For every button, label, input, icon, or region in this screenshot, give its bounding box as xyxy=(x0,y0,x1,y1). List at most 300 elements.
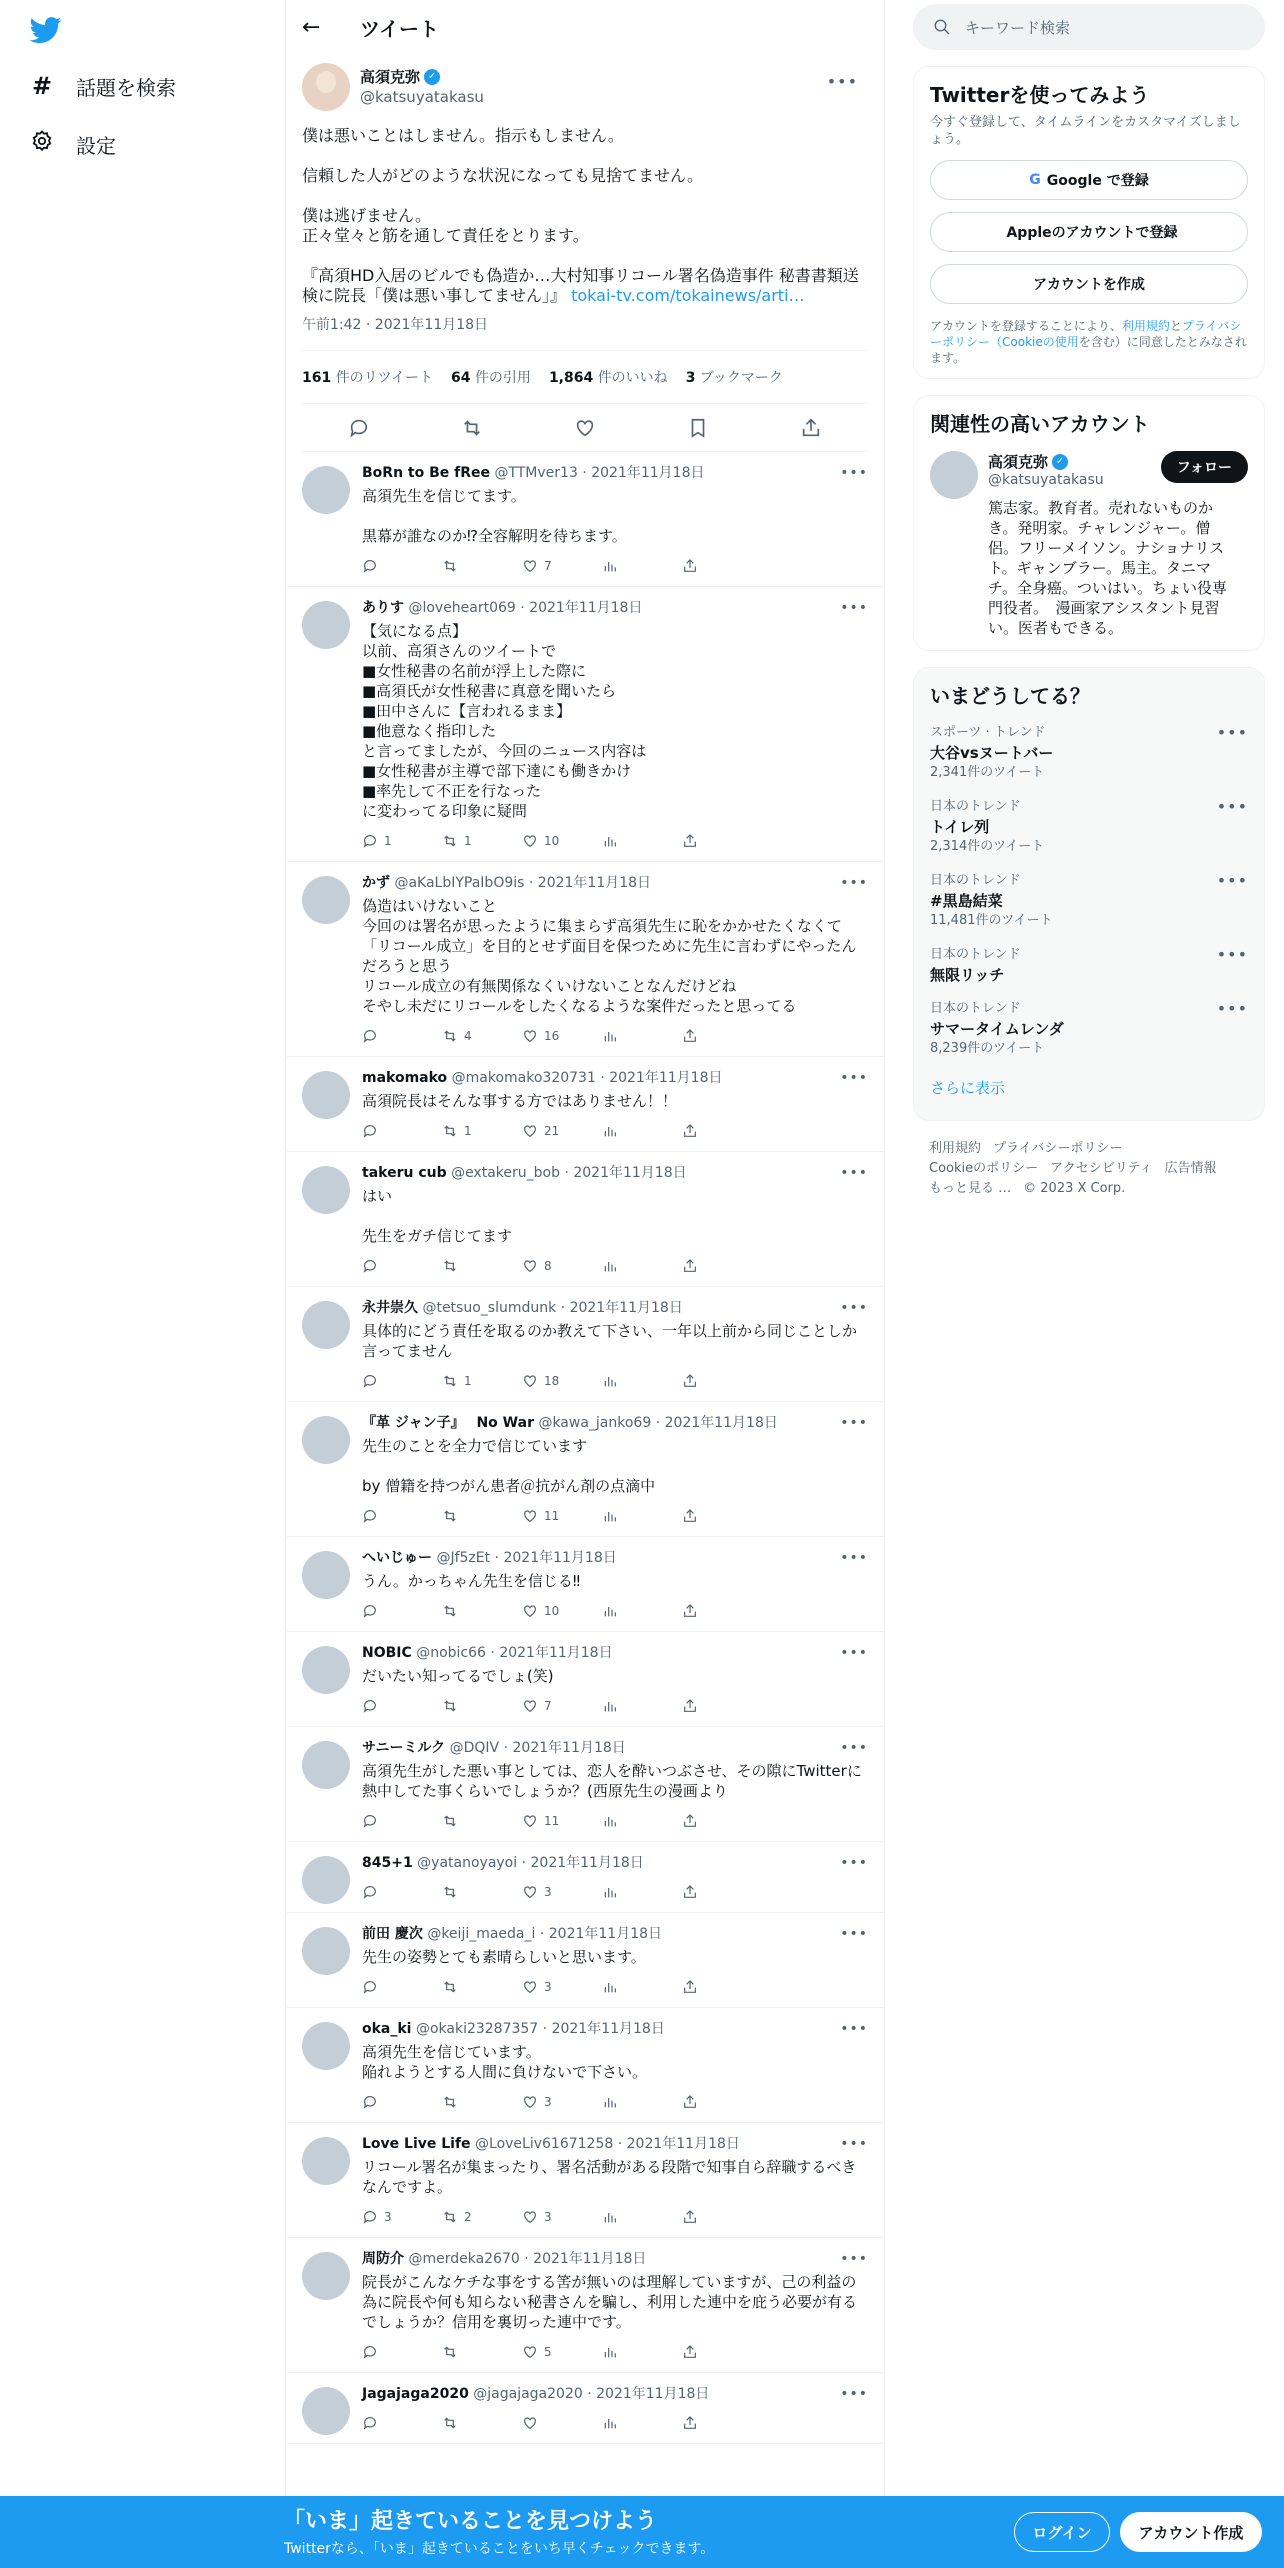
retweet-icon[interactable] xyxy=(461,417,483,439)
share-icon xyxy=(682,1884,698,1900)
views-action[interactable] xyxy=(602,2415,682,2431)
reply-author-name[interactable]: 周防介 xyxy=(362,2251,404,2267)
reply-date[interactable]: 2021年11月18日 xyxy=(512,1740,626,1756)
reply-author-name[interactable]: 永井崇久 xyxy=(362,1300,418,1316)
share-action[interactable] xyxy=(682,1698,762,1714)
signup-button[interactable]: アカウント作成 xyxy=(1120,2512,1262,2552)
share-action[interactable] xyxy=(682,1603,762,1619)
nav-settings[interactable] xyxy=(28,124,116,164)
like-action[interactable] xyxy=(522,833,602,849)
avatar[interactable] xyxy=(302,2387,350,2435)
reply-date[interactable]: 2021年11月18日 xyxy=(626,2136,740,2152)
reply-author-handle[interactable]: @merdeka2670 xyxy=(408,2251,520,2267)
signup-title: Twitterを使ってみよう xyxy=(930,83,1150,107)
reply-text: 高須先生を信じてます。 黒幕が誰なのか⁉全容解明を待ちます。 xyxy=(362,487,627,545)
share-action[interactable] xyxy=(682,558,762,574)
more-options-icon[interactable]: ••• xyxy=(1216,945,1248,964)
reply-date[interactable]: 2021年11月18日 xyxy=(551,2021,665,2037)
reply-author-handle[interactable]: @jagajaga2020 xyxy=(473,2386,583,2402)
bookmark-icon[interactable] xyxy=(687,417,709,439)
trend-count: 2,341件のツイート xyxy=(930,765,1045,780)
google-signup-button[interactable]: G Google で登録 xyxy=(930,160,1248,200)
reply-actions xyxy=(362,1371,868,1391)
avatar[interactable] xyxy=(302,1551,350,1599)
reply-author-handle[interactable]: @LoveLiv61671258 xyxy=(475,2136,614,2152)
trend-item[interactable] xyxy=(930,945,1248,985)
views-action[interactable] xyxy=(602,2094,682,2110)
more-options-icon[interactable]: ••• xyxy=(840,600,868,616)
separator: · xyxy=(535,1926,549,1942)
follow-button[interactable]: フォロー xyxy=(1161,451,1248,483)
views-icon xyxy=(602,1979,618,1995)
share-icon xyxy=(682,1258,698,1274)
reply-author-name[interactable]: 『革 ジャン子』 No War xyxy=(362,1415,534,1431)
reply-actions xyxy=(362,1882,868,1902)
more-options-icon[interactable]: ••• xyxy=(840,2386,868,2402)
reply-action[interactable] xyxy=(362,1258,442,1274)
retweet-icon xyxy=(442,1508,458,1524)
reply-author-handle[interactable]: @yatanoyayoi xyxy=(417,1855,518,1871)
reply-header xyxy=(362,1739,868,1757)
reply-author-handle[interactable]: @tetsuo_slumdunk xyxy=(422,1300,557,1316)
retweet-action[interactable] xyxy=(442,2094,522,2110)
reply-author-handle[interactable]: @extakeru_bob xyxy=(451,1165,560,1181)
retweet-action[interactable] xyxy=(442,1813,522,1829)
share-action[interactable] xyxy=(682,1123,762,1139)
views-action[interactable] xyxy=(602,2344,682,2360)
like-action[interactable] xyxy=(522,1813,602,1829)
reply-author-name[interactable]: かず xyxy=(362,875,390,891)
footer-link[interactable]: 利用規約 xyxy=(929,1141,982,1156)
reply-action[interactable] xyxy=(362,2209,442,2225)
like-count: 3 xyxy=(544,2210,552,2224)
more-options-icon[interactable]: ••• xyxy=(840,1070,868,1086)
banner-title: 「いま」起きていることを見つけよう xyxy=(283,2509,658,2534)
reply-icon xyxy=(362,558,378,574)
avatar[interactable] xyxy=(302,2137,350,2185)
share-action[interactable] xyxy=(682,1258,762,1274)
views-action[interactable] xyxy=(602,1884,682,1900)
right-sidebar xyxy=(913,0,1265,1199)
like-icon xyxy=(522,833,538,849)
more-options-icon[interactable]: ••• xyxy=(1216,871,1248,890)
more-options-icon[interactable]: ••• xyxy=(840,1645,868,1661)
reply-date[interactable]: 2021年11月18日 xyxy=(591,465,705,481)
reply-tweet[interactable] xyxy=(286,1402,884,1537)
like-action[interactable] xyxy=(522,1979,602,1995)
bookmark-count[interactable]: 3 ブックマーク xyxy=(685,370,783,386)
reply-text: 具体的にどう責任を取るのか教えて下さい、一年以上前から同じことしか言ってません xyxy=(362,1322,858,1360)
reply-icon xyxy=(362,1698,378,1714)
more-options-icon[interactable]: ••• xyxy=(840,465,868,481)
reply-author-name[interactable]: makomako xyxy=(362,1070,448,1086)
trend-name: 大谷vsヌートバー xyxy=(930,744,1054,762)
avatar[interactable] xyxy=(302,1416,350,1464)
like-icon xyxy=(522,2094,538,2110)
footer-link[interactable]: 広告情報 xyxy=(1164,1161,1217,1176)
reply-date[interactable]: 2021年11月18日 xyxy=(569,1300,683,1316)
trend-category: スポーツ · トレンド xyxy=(930,725,1046,740)
share-icon xyxy=(682,1508,698,1524)
reply-text: 偽造はいけないこと 今回のは署名が思ったように集まらず高須先生に恥をかかせたくなくて「リコール成立」を目的とせず面目を保つために先生に言わずにやったんだろうと思う リコール成立の有無関係なくいけないことなんだけどね そやし未だにリコールをしたくなるような案件だったと思ってる xyxy=(362,897,857,1015)
reply-author-name[interactable]: Love Live Life xyxy=(362,2136,471,2152)
tweet-timestamp[interactable]: 午前1:42 · 2021年11月18日 xyxy=(302,314,868,351)
footer-link[interactable]: Cookieのポリシー xyxy=(929,1161,1039,1176)
reply-author-handle[interactable]: @aKaLbIYPaIbO9is xyxy=(394,875,525,891)
footer-link[interactable]: もっと見る … xyxy=(929,1181,1012,1196)
relevant-name[interactable]: 高須克弥 xyxy=(988,453,1049,471)
reply-tweet[interactable] xyxy=(286,587,884,862)
reply-author-name[interactable]: 845+1 xyxy=(362,1855,413,1871)
reply-tweet[interactable] xyxy=(286,1287,884,1402)
page-header xyxy=(286,0,884,54)
reply-tweet[interactable] xyxy=(286,1632,884,1727)
views-action[interactable] xyxy=(602,1508,682,1524)
reply-header xyxy=(362,2135,868,2153)
like-action[interactable] xyxy=(522,2415,602,2431)
like-icon xyxy=(522,2209,538,2225)
privacy-link[interactable]: プライバシーポリシー（Cookieの使用 xyxy=(930,319,1242,349)
reply-tweet[interactable] xyxy=(286,2238,884,2373)
like-action[interactable] xyxy=(522,1698,602,1714)
footer-link[interactable]: アクセシビリティ xyxy=(1050,1161,1153,1176)
reply-tweet[interactable] xyxy=(286,1913,884,2008)
retweet-action[interactable] xyxy=(442,833,522,849)
retweet-icon xyxy=(442,1813,458,1829)
views-icon xyxy=(602,1258,618,1274)
reply-text: リコール署名が集まったり、署名活動がある段階で知事自ら辞職するべきなんですよ。 xyxy=(362,2158,857,2196)
reply-header xyxy=(362,1854,868,1872)
avatar[interactable] xyxy=(302,2022,350,2070)
views-action[interactable] xyxy=(602,1028,682,1044)
reply-action[interactable] xyxy=(362,1698,442,1714)
views-action[interactable] xyxy=(602,1373,682,1389)
like-icon xyxy=(522,1698,538,1714)
views-action[interactable] xyxy=(602,1813,682,1829)
like-action[interactable] xyxy=(522,2209,602,2225)
reply-actions xyxy=(362,2092,868,2112)
more-options-icon[interactable]: ••• xyxy=(840,1165,868,1181)
like-count: 10 xyxy=(544,1604,560,1618)
like-count[interactable]: 1,864 件のいいね xyxy=(548,370,668,386)
like-count: 16 xyxy=(544,1029,560,1043)
reply-date[interactable]: 2021年11月18日 xyxy=(529,600,643,616)
more-options-icon[interactable]: ••• xyxy=(840,1740,868,1756)
separator: · xyxy=(595,1070,610,1086)
like-action[interactable] xyxy=(522,1884,602,1900)
like-action[interactable] xyxy=(522,558,602,574)
show-more-link[interactable]: さらに表示 xyxy=(930,1079,1006,1097)
reply-action[interactable] xyxy=(362,1373,442,1389)
avatar[interactable] xyxy=(302,876,350,924)
share-icon xyxy=(682,2094,698,2110)
terms-link[interactable]: 利用規約 xyxy=(1121,319,1170,333)
reply-action[interactable] xyxy=(362,1508,442,1524)
reply-date[interactable]: 2021年11月18日 xyxy=(530,1855,644,1871)
like-icon xyxy=(522,1373,538,1389)
reply-date[interactable]: 2021年11月18日 xyxy=(503,1550,617,1566)
share-action[interactable] xyxy=(682,1508,762,1524)
share-action[interactable] xyxy=(682,1813,762,1829)
reply-action[interactable] xyxy=(362,1813,442,1829)
more-options-icon[interactable]: ••• xyxy=(840,1300,868,1316)
page-title: ツイート xyxy=(360,16,439,41)
reply-actions xyxy=(362,1601,868,1621)
reply-tweet[interactable] xyxy=(286,1727,884,1842)
back-arrow-icon[interactable]: ← xyxy=(302,14,321,40)
reply-action[interactable] xyxy=(362,1884,442,1900)
like-action[interactable] xyxy=(522,2094,602,2110)
trend-category: 日本のトレンド xyxy=(930,873,1021,888)
views-action[interactable] xyxy=(602,1258,682,1274)
reply-author-name[interactable]: BoRn to Be fRee xyxy=(362,465,490,481)
avatar[interactable] xyxy=(930,451,978,499)
more-options-icon[interactable]: ••• xyxy=(840,875,868,891)
reply-icon xyxy=(362,2209,378,2225)
twitter-bird-logo-icon[interactable] xyxy=(30,14,62,46)
views-action[interactable] xyxy=(602,2209,682,2225)
reply-icon xyxy=(362,1508,378,1524)
reply-tweet[interactable] xyxy=(286,1842,884,1913)
reply-tweet[interactable] xyxy=(286,452,884,587)
share-icon xyxy=(682,1373,698,1389)
like-action[interactable] xyxy=(522,2344,602,2360)
like-action[interactable] xyxy=(522,1603,602,1619)
share-action[interactable] xyxy=(682,2344,762,2360)
views-action[interactable] xyxy=(602,833,682,849)
reply-header xyxy=(362,1925,868,1943)
reply-action[interactable] xyxy=(362,833,442,849)
reply-author-handle[interactable]: @loveheart069 xyxy=(408,600,516,616)
reply-tweet[interactable] xyxy=(286,2123,884,2238)
share-icon xyxy=(682,1123,698,1139)
login-button[interactable]: ログイン xyxy=(1014,2512,1110,2552)
avatar[interactable] xyxy=(302,1741,350,1789)
reply-date[interactable]: 2021年11月18日 xyxy=(548,1926,663,1942)
more-options-icon[interactable]: ••• xyxy=(840,1550,868,1566)
share-action[interactable] xyxy=(682,2415,762,2431)
like-icon xyxy=(522,1028,538,1044)
share-action[interactable] xyxy=(682,2209,762,2225)
share-action[interactable] xyxy=(682,1028,762,1044)
like-icon xyxy=(522,1813,538,1829)
like-action[interactable] xyxy=(522,1123,602,1139)
retweet-action[interactable] xyxy=(442,1979,522,1995)
more-options-icon[interactable]: ••• xyxy=(840,1855,868,1871)
retweet-action[interactable] xyxy=(442,2415,522,2431)
share-action[interactable] xyxy=(682,1884,762,1900)
relevant-account[interactable] xyxy=(930,451,1248,638)
share-icon[interactable] xyxy=(800,417,822,439)
views-action[interactable] xyxy=(602,558,682,574)
retweet-action[interactable] xyxy=(442,1373,522,1389)
reply-text: はい 先生をガチ信じてます xyxy=(362,1187,513,1245)
left-navigation xyxy=(0,0,284,2568)
tweet-link[interactable]: tokai-tv.com/tokainews/arti… xyxy=(571,286,805,305)
more-options-icon[interactable]: ••• xyxy=(826,72,858,91)
reply-date[interactable]: 2021年11月18日 xyxy=(573,1165,687,1181)
reply-tweet[interactable] xyxy=(286,2373,884,2444)
retweet-count: 1 xyxy=(464,834,472,848)
reply-actions xyxy=(362,1977,868,1997)
author-avatar[interactable] xyxy=(302,63,350,111)
more-options-icon[interactable]: ••• xyxy=(840,1926,868,1942)
apple-signup-button[interactable]: Appleのアカウントで登録 xyxy=(930,212,1248,252)
reply-tweet[interactable] xyxy=(286,2008,884,2123)
trend-name: サマータイムレンダ xyxy=(930,1020,1064,1038)
like-action[interactable] xyxy=(522,1258,602,1274)
reply-author-handle[interactable]: @DQIV xyxy=(449,1740,500,1756)
reply-action[interactable] xyxy=(362,1979,442,1995)
author-name[interactable]: 高須克弥 xyxy=(360,68,421,86)
more-options-icon[interactable]: ••• xyxy=(1216,723,1248,742)
reply-author-name[interactable]: oka_ki xyxy=(362,2021,412,2037)
trend-item[interactable] xyxy=(930,797,1248,857)
reply-date[interactable]: 2021年11月18日 xyxy=(499,1645,613,1661)
retweet-icon xyxy=(442,833,458,849)
separator: · xyxy=(515,600,530,616)
more-options-icon[interactable]: ••• xyxy=(840,2251,868,2267)
retweet-action[interactable] xyxy=(442,1698,522,1714)
author-handle[interactable]: @katsuyatakasu xyxy=(360,88,484,106)
retweet-action[interactable] xyxy=(442,1123,522,1139)
reply-action[interactable] xyxy=(362,1028,442,1044)
like-action[interactable] xyxy=(522,1028,602,1044)
views-icon xyxy=(602,2094,618,2110)
reply-author-name[interactable]: takeru cub xyxy=(362,1165,447,1181)
retweet-action[interactable] xyxy=(442,1603,522,1619)
reply-action[interactable] xyxy=(362,2344,442,2360)
share-action[interactable] xyxy=(682,1373,762,1389)
reply-actions xyxy=(362,1506,868,1526)
views-action[interactable] xyxy=(602,1123,682,1139)
reply-action[interactable] xyxy=(362,2094,442,2110)
avatar[interactable] xyxy=(302,1856,350,1904)
reply-icon[interactable] xyxy=(348,417,370,439)
trend-item[interactable] xyxy=(930,723,1248,783)
views-action[interactable] xyxy=(602,1698,682,1714)
more-options-icon[interactable]: ••• xyxy=(1216,797,1248,816)
reply-author-handle[interactable]: @TTMver13 xyxy=(494,465,578,481)
more-options-icon[interactable]: ••• xyxy=(840,1415,868,1431)
avatar[interactable] xyxy=(302,601,350,649)
footer-link[interactable]: プライバシーポリシー xyxy=(993,1141,1123,1156)
footer-links xyxy=(913,1139,1265,1199)
trend-item[interactable] xyxy=(930,871,1248,931)
more-options-icon[interactable]: ••• xyxy=(1216,999,1248,1018)
views-icon xyxy=(602,1884,618,1900)
reply-tweet[interactable] xyxy=(286,1152,884,1287)
reply-author-handle[interactable]: @keiji_maeda_i xyxy=(427,1926,536,1942)
views-action[interactable] xyxy=(602,1603,682,1619)
retweet-count: 2 xyxy=(464,2210,472,2224)
reply-date[interactable]: 2021年11月18日 xyxy=(533,2251,647,2267)
reply-author-handle[interactable]: @kawa_janko69 xyxy=(538,1415,652,1431)
views-action[interactable] xyxy=(602,1979,682,1995)
reply-text: うん。かっちゃん先生を信じる‼ xyxy=(362,1572,581,1590)
like-icon[interactable] xyxy=(574,417,596,439)
share-action[interactable] xyxy=(682,833,762,849)
separator: · xyxy=(499,1740,513,1756)
avatar[interactable] xyxy=(302,2252,350,2300)
reply-text: 高須先生がした悪い事としては、恋人を酔いつぶさせ、その隙にTwitterに熱中してた事くらいでしょうか？(西原先生の漫画より xyxy=(362,1762,862,1800)
more-options-icon[interactable]: ••• xyxy=(840,2021,868,2037)
reply-author-handle[interactable]: @makomako320731 xyxy=(451,1070,596,1086)
reply-author-name[interactable]: Jagajaga2020 xyxy=(362,2386,469,2402)
reply-action[interactable] xyxy=(362,1603,442,1619)
retweet-count[interactable]: 161 件のリツイート xyxy=(302,370,433,386)
share-icon xyxy=(682,2344,698,2360)
reply-date[interactable]: 2021年11月18日 xyxy=(609,1070,723,1086)
avatar[interactable] xyxy=(302,466,350,514)
like-count: 3 xyxy=(544,1980,552,1994)
verified-badge-icon: ✓ xyxy=(424,69,440,85)
reply-text: 院長がこんなケチな事をする筈が無いのは理解していますが、己の利益の為に院長や何も知らない秘書さんを騙し、利用した連中を庇う必要が有るでしょうか？信用を裏切った連中です。 xyxy=(362,2273,858,2331)
retweet-action[interactable] xyxy=(442,2344,522,2360)
retweet-action[interactable] xyxy=(442,1258,522,1274)
retweet-action[interactable] xyxy=(442,1884,522,1900)
like-count: 7 xyxy=(544,559,552,573)
avatar[interactable] xyxy=(302,1071,350,1119)
avatar[interactable] xyxy=(302,1301,350,1349)
reply-author-name[interactable]: ありす xyxy=(362,600,404,616)
more-options-icon[interactable]: ••• xyxy=(840,2136,868,2152)
retweet-icon xyxy=(442,1258,458,1274)
reply-tweet[interactable] xyxy=(286,862,884,1057)
reply-action[interactable] xyxy=(362,558,442,574)
avatar[interactable] xyxy=(302,1927,350,1975)
retweet-icon xyxy=(442,1979,458,1995)
retweet-icon xyxy=(442,1123,458,1139)
reply-tweet[interactable] xyxy=(286,1537,884,1632)
like-action[interactable] xyxy=(522,1373,602,1389)
share-action[interactable] xyxy=(682,1979,762,1995)
nav-explore[interactable] xyxy=(28,66,176,106)
reply-actions xyxy=(362,1026,868,1046)
create-account-button[interactable]: アカウントを作成 xyxy=(930,264,1248,304)
reply-author-handle[interactable]: @nobic66 xyxy=(416,1645,486,1661)
reply-actions xyxy=(362,831,868,851)
reply-author-handle[interactable]: @okaki23287357 xyxy=(415,2021,539,2037)
reply-author-handle[interactable]: @Jf5zEt xyxy=(436,1550,491,1566)
reply-author-name[interactable]: へいじゅー xyxy=(362,1550,432,1566)
avatar[interactable] xyxy=(302,1166,350,1214)
search-box[interactable] xyxy=(913,4,1265,50)
reply-author-name[interactable]: NOBIC xyxy=(362,1645,412,1661)
reply-action[interactable] xyxy=(362,2415,442,2431)
views-icon xyxy=(602,1028,618,1044)
retweet-action[interactable] xyxy=(442,558,522,574)
reply-date[interactable]: 2021年11月18日 xyxy=(664,1415,778,1431)
quote-count[interactable]: 64 件の引用 xyxy=(451,370,531,386)
views-icon xyxy=(602,1373,618,1389)
reply-action[interactable] xyxy=(362,1123,442,1139)
retweet-action[interactable] xyxy=(442,2209,522,2225)
reply-date[interactable]: 2021年11月18日 xyxy=(596,2386,710,2402)
reply-author-name[interactable]: 前田 慶次 xyxy=(362,1926,423,1942)
reply-tweet[interactable] xyxy=(286,1057,884,1152)
share-action[interactable] xyxy=(682,2094,762,2110)
retweet-action[interactable] xyxy=(442,1028,522,1044)
retweet-action[interactable] xyxy=(442,1508,522,1524)
avatar[interactable] xyxy=(302,1646,350,1694)
reply-date[interactable]: 2021年11月18日 xyxy=(537,875,652,891)
trend-item[interactable] xyxy=(930,999,1248,1059)
reply-icon xyxy=(362,1979,378,1995)
reply-author-name[interactable]: サニーミルク xyxy=(362,1740,446,1756)
like-action[interactable] xyxy=(522,1508,602,1524)
reply-icon xyxy=(362,1258,378,1274)
